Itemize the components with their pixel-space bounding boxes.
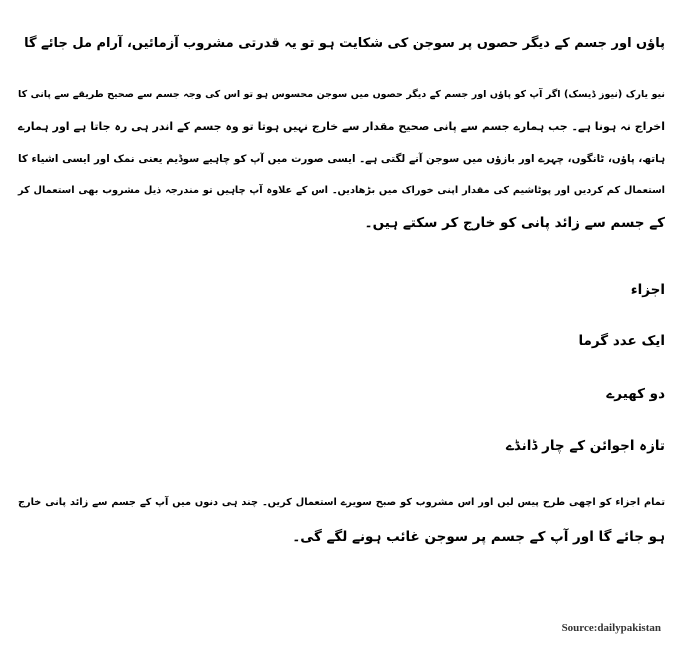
method-line: تمام اجزاء کو اچھی طرح پیس لیں اور اس مشروب کو صبح سویرے استعمال کریں۔ چند ہی دنوں میں آپ کے جسم سے زائد پانی خارج [18, 497, 665, 508]
article-headline: پاؤں اور جسم کے دیگر حصوں پر سوجن کی شکایت ہو تو یہ قدرتی مشروب آزمائیں، آرام مل جائے گا [24, 36, 665, 51]
intro-line: نیو یارک (نیوز ڈیسک) اگر آپ کو پاؤں اور جسم کے دیگر حصوں میں سوجن محسوس ہو تو اس کی وجہ جسم سے صحیح طریقے سے پانی کا [18, 89, 665, 100]
ingredient-item: ایک عدد گرما [578, 333, 665, 349]
intro-line: اخراج نہ ہونا ہے۔ جب ہمارے جسم سے پانی صحیح مقدار سے خارج نہیں ہوتا تو وہ جسم کے اندر ہی رہ جاتا ہے اور ہمارے [18, 120, 665, 133]
intro-line: کے جسم سے زائد پانی کو خارج کر سکتے ہیں۔ [364, 215, 665, 231]
ingredient-item: دو کھیرے [606, 386, 665, 402]
method-line: ہو جائے گا اور آپ کے جسم پر سوجن غائب ہونے لگے گی۔ [292, 529, 665, 545]
intro-line: ہاتھ، پاؤں، ٹانگوں، چہرے اور بازؤں میں سوجن آنے لگتی ہے۔ ایسی صورت میں آپ کو چاہیے سوڈیم یعنی نمک اور ایسی اشیاء کا [18, 153, 665, 165]
ingredient-item: تازہ اجوائن کے چار ڈانڈے [505, 438, 665, 454]
source-credit: Source:dailypakistan [561, 622, 661, 634]
intro-line: استعمال کم کردیں اور پوٹاشیم کی مقدار اپنی خوراک میں بڑھادیں۔ اس کے علاوہ آپ چاہیں تو مندرجہ ذیل مشروب بھی استعمال کر [18, 185, 665, 196]
ingredients-heading: اجزاء [630, 282, 665, 298]
